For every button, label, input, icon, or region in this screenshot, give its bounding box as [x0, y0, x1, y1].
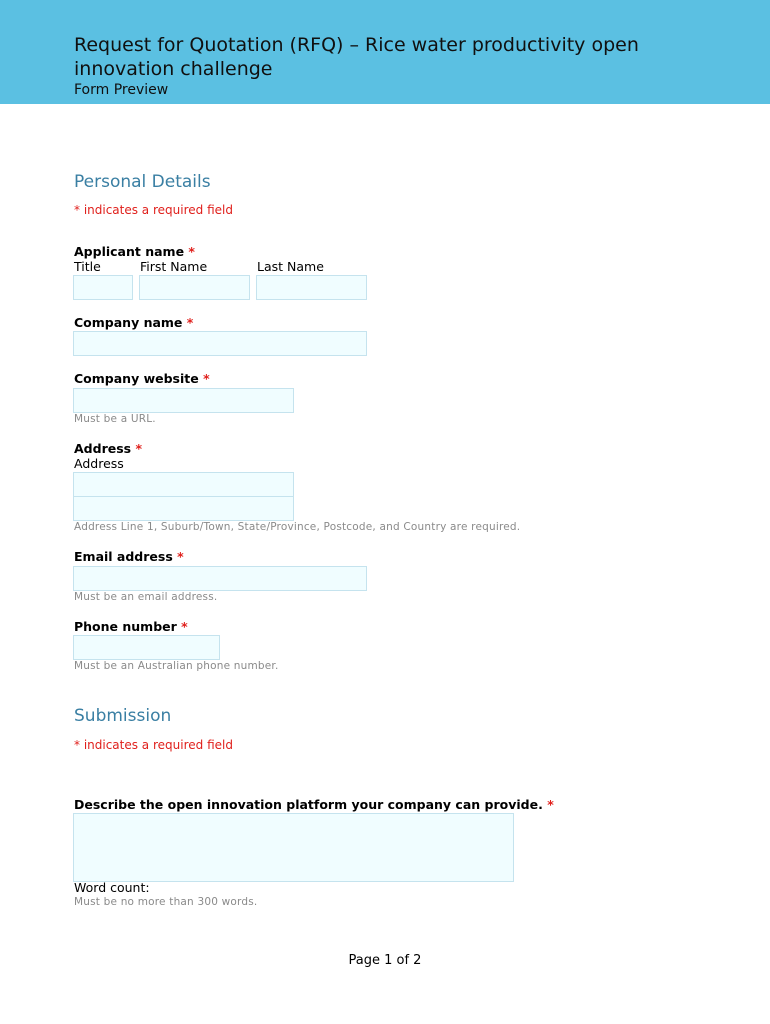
email-address-label-text: Email address: [74, 549, 173, 564]
required-field-note: * indicates a required field: [74, 203, 233, 217]
section-title-submission: Submission: [74, 706, 172, 726]
required-star: *: [177, 549, 184, 564]
company-website-label-text: Company website: [74, 371, 199, 386]
word-count-label: Word count:: [74, 880, 150, 895]
company-website-hint: Must be a URL.: [74, 413, 156, 425]
platform-description-textarea[interactable]: [73, 813, 514, 882]
form-preview-label: Form Preview: [74, 82, 169, 98]
phone-number-label-text: Phone number: [74, 619, 177, 634]
address-hint: Address Line 1, Suburb/Town, State/Province, Postcode, and Country are required.: [74, 521, 521, 533]
first-name-input[interactable]: [139, 275, 250, 300]
address-label: [74, 441, 142, 457]
address-label-text: Address: [74, 441, 132, 456]
platform-description-label: [74, 797, 554, 813]
required-star: *: [186, 315, 194, 330]
address-line-1-input[interactable]: [73, 472, 294, 497]
phone-number-hint: Must be an Australian phone number.: [74, 660, 279, 672]
address-sublabel: Address: [74, 456, 124, 471]
applicant-name-label: [74, 244, 195, 260]
required-star: *: [203, 371, 210, 386]
address-line-2-input[interactable]: [73, 496, 294, 521]
title-sublabel: Title: [74, 259, 101, 274]
required-field-note: * indicates a required field: [74, 738, 233, 752]
company-website-input[interactable]: [73, 388, 294, 413]
title-input[interactable]: [73, 275, 133, 300]
email-address-input[interactable]: [73, 566, 367, 591]
page-number: Page 1 of 2: [348, 953, 422, 968]
required-star: *: [547, 797, 554, 812]
last-name-input[interactable]: [256, 275, 367, 300]
phone-number-label: [74, 619, 188, 635]
company-name-label: [74, 315, 193, 331]
phone-number-input[interactable]: [73, 635, 220, 660]
required-star: *: [135, 441, 142, 456]
company-name-input[interactable]: [73, 331, 367, 356]
platform-description-hint: Must be no more than 300 words.: [74, 896, 258, 908]
required-star: *: [181, 619, 188, 634]
form-header: [0, 0, 770, 104]
company-website-label: [74, 371, 210, 387]
required-star: *: [188, 244, 195, 259]
last-name-sublabel: Last Name: [257, 259, 324, 274]
email-address-hint: Must be an email address.: [74, 591, 218, 603]
platform-description-label-text: Describe the open innovation platform your company can provide.: [74, 797, 543, 812]
applicant-name-label-text: Applicant name: [74, 244, 185, 259]
form-title: Request for Quotation (RFQ) – Rice water productivity open innovation challenge: [74, 34, 639, 80]
email-address-label: [74, 549, 184, 565]
first-name-sublabel: First Name: [140, 259, 208, 274]
section-title-personal-details: Personal Details: [74, 172, 211, 192]
company-name-label-text: Company name: [74, 315, 183, 330]
